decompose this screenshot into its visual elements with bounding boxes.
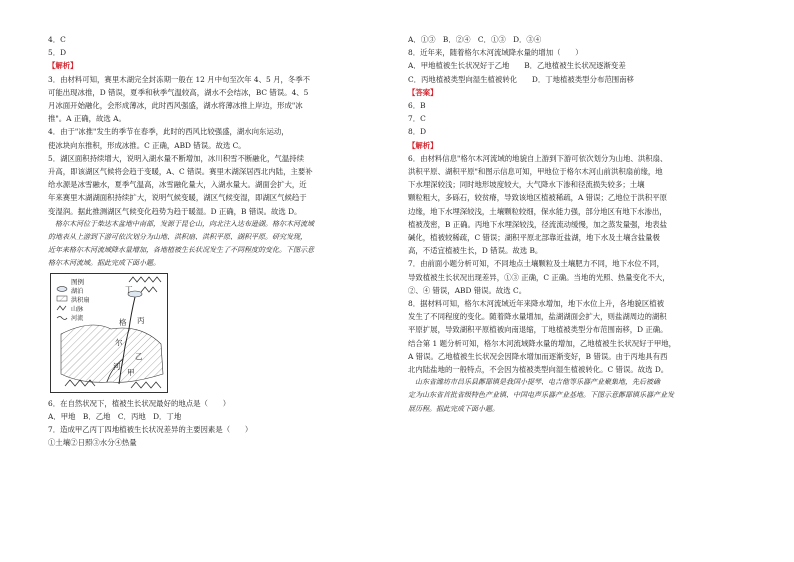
- text-line: 使冰块向东推积，形成冰推。C 正确，ABD 错误。故选 C。: [48, 140, 246, 150]
- text-line: 7．由前面小题分析可知，不同地点土壤颗粒及土壤肥力不同，地下水位不同，: [408, 259, 664, 269]
- mountain-legend-icon: [57, 306, 66, 310]
- text-line: 的地表从上游到下游可依次划分为山地、洪积扇、洪积平原、湖积平原。研究发现，: [48, 233, 307, 242]
- text-line: 4．由于"冰推"发生的季节在春季，此时的西风比较强盛，湖水向东运动，: [48, 127, 289, 137]
- analysis-paragraph-4: [48, 125, 382, 151]
- label-he: 河: [113, 361, 121, 371]
- river-basin-map: [50, 273, 168, 393]
- question-8-options-1: A．甲地植被生长状况好于乙地 B．乙地植被生长状况逐渐变差: [408, 61, 626, 71]
- text-line: 变湿润。据此推测湖区气候变化趋势为趋于暖湿。D 正确，B 错误。故选 D。: [48, 206, 302, 216]
- text-line: 升高，即该湖区气候将会趋于变暖，A、C 错误。赛里木湖深居西北内陆，主要补: [48, 167, 313, 177]
- legend-title: 图例: [71, 277, 84, 286]
- analysis-paragraph-5: [48, 152, 382, 218]
- fan-legend-icon: [57, 296, 67, 301]
- text-line: 格尔木河流域。据此完成下面小题。: [48, 259, 160, 268]
- text-line: 高，不适宜植被生长，D 错误。故选 B。: [408, 246, 543, 256]
- text-line: 导致植被生长状况出现差异，①③ 正确，C 正确。当地的光照、热量变化不大，: [408, 272, 670, 282]
- text-line: 3．由材料可知，赛里木湖完全封冻期一般在 12 月中旬至次年 4、5 月，冬季不: [48, 74, 311, 84]
- mountain-icon: [141, 287, 157, 292]
- text-line: 山东省潍坊市昌乐县鄌郚镇是我国小提琴、电吉他等乐器产业聚集地，先后被确: [415, 378, 660, 387]
- text-line: 8．据材料可知，格尔木河流域近年来降水增加，地下水位上升，各地貌区植被: [408, 299, 664, 309]
- mountain-icon: [129, 277, 161, 282]
- label-yi: 乙: [135, 351, 143, 361]
- text-line: 边缘，地下水埋深较浅，土壤颗粒较细，保水能力强，部分地区有地下水渗出，: [408, 206, 667, 216]
- left-column: [48, 33, 382, 449]
- text-line: 碱化，植被较稀疏，C 错误；湖积平原北部靠近盐湖，地下水及土壤含盐量极: [408, 233, 660, 243]
- map-drawing: [51, 274, 167, 392]
- text-line: 平原扩展，导致湖积平原植被向南退缩，丁地植被类型分布范围南移，D 正确。: [408, 325, 668, 335]
- question-7: 7．造成甲乙丙丁四地植被生长状况差异的主要因素是（ ）: [48, 425, 253, 435]
- text-line: 展历程。据此完成下面小题。: [408, 404, 499, 413]
- text-line: 发生了不同程度的变化。随着降水量增加，盐湖湖面会扩大，则盐湖周边的湖积: [408, 312, 667, 322]
- label-er: 尔: [115, 337, 123, 347]
- text-line: 格尔木河位于柴达木盆地中南部，发源于昆仑山，向北注入达布逊湖。格尔木河流域: [55, 219, 314, 228]
- question-6-options: A．甲地 B．乙地 C．丙地 D．丁地: [48, 411, 182, 421]
- mountain-icon: [131, 382, 161, 388]
- label-ding: 丁: [125, 284, 133, 294]
- lake-legend-icon: [57, 286, 67, 291]
- label-bing: 丙: [137, 315, 145, 325]
- analysis-paragraph-8: [408, 297, 748, 376]
- question-7-choices: A．①③ B．②④ C．①③ D．③④: [408, 35, 542, 44]
- answer-line: 6．B: [408, 101, 426, 111]
- question-8-options-2: C．丙地植被类型向湿生植被转化 D．丁地植被类型分布范围南移: [408, 74, 634, 84]
- analysis-paragraph-6: [408, 152, 748, 258]
- answer-line: 8．D: [408, 127, 427, 137]
- text-line: 6．由材料信息"格尔木河流域的地貌自上游到下游可依次划分为山地、洪积扇、: [408, 153, 668, 163]
- legend-lake: 湖泊: [71, 287, 84, 295]
- text-line: 洪积平原、湖积平原"和图示信息可知，甲地位于格尔木河山前洪积扇前缘，地: [408, 167, 663, 177]
- question-7-items: ①土壤②日照③水分④热量: [48, 438, 137, 448]
- text-line: 颗粒粗大，多砾石，较贫瘠，导致该地区植被稀疏，A 错误；乙地位于洪积平原: [408, 193, 667, 203]
- text-line: 推"。A 正确，故选 A。: [48, 114, 126, 124]
- answer-line: 5．D: [48, 48, 67, 58]
- mountain-icon: [65, 380, 95, 386]
- question-8: 8．近年来，随着格尔木河流域降水量的增加（ ）: [408, 48, 583, 58]
- material-intro: [408, 376, 748, 416]
- text-line: 北内陆盐地的一般特点，不会因为植被类型向湿生植被转化。C 错误。故选 D。: [408, 365, 669, 375]
- text-line: 给水源是冰雪融水，夏季气温高，冰雪融化量大，入湖水量大。湖面会扩大，近: [48, 180, 307, 190]
- text-line: 植被茂密，B 正确。丙地下水埋深较浅，径流流动缓慢，加之蒸发量强，地表盐: [408, 219, 668, 229]
- text-line: 下水埋深较浅；同时地形坡度较大，大气降水下渗和径流损失较多；土壤: [408, 180, 645, 190]
- river-legend-icon: [57, 316, 67, 319]
- legend-mountain: 山脉: [71, 305, 84, 313]
- answer-heading: 【答案】: [408, 87, 438, 97]
- alluvial-fan-area: [61, 325, 163, 382]
- text-line: 月冰面开始融化，会形成薄冰，此时西风强盛，湖水将薄冰推上岸边，形成"冰: [48, 101, 303, 111]
- text-line: 年来赛里木湖湖面积持续扩大，说明气候变暖，湖区气候变湿，即湖区气候趋于: [48, 193, 307, 203]
- material-intro: [48, 218, 382, 271]
- label-jia: 甲: [127, 367, 135, 377]
- text-line: ②、④ 错误，ABD 错误。故选 C。: [408, 285, 527, 295]
- analysis-heading: 【解析】: [408, 140, 438, 150]
- text-line: 5．湖区面积持续增大，说明入湖水量不断增加，冰川积雪不断融化，气温持续: [48, 153, 304, 163]
- answer-line: 7．C: [408, 114, 426, 124]
- text-line: 可能出现冰推，D 错误，夏季和秋季气温较高，湖水不会结冰，BC 错误。4、5: [48, 87, 309, 97]
- label-ge: 格: [119, 317, 127, 327]
- answer-line: 4．C: [48, 35, 66, 44]
- analysis-paragraph-7: [408, 257, 748, 297]
- legend-fan: 洪积扇: [71, 296, 90, 304]
- analysis-heading: 【解析】: [48, 61, 78, 71]
- question-6: 6．在自然状况下，植被生长状况最好的地点是（ ）: [48, 398, 231, 408]
- text-line: A 错误。乙地植被生长状况会因降水增加而逐渐变好，B 错误。由于丙地具有西: [408, 351, 668, 361]
- text-line: 近年来格尔木河流域降水量增加，各地植被生长状况发生了不同程度的变化。下图示意: [48, 246, 314, 255]
- text-line: 结合第 1 题分析可知，格尔木河流域降水量的增加，乙地植被生长状况好于甲地，: [408, 338, 677, 348]
- legend-river: 河流: [71, 314, 84, 322]
- right-column: [408, 33, 748, 416]
- analysis-paragraph-3: [48, 73, 382, 126]
- text-line: 定为山东省首批省级特色产业镇、中国电声乐器产业基地。下图示意鄌郚镇乐器产业发: [408, 391, 674, 400]
